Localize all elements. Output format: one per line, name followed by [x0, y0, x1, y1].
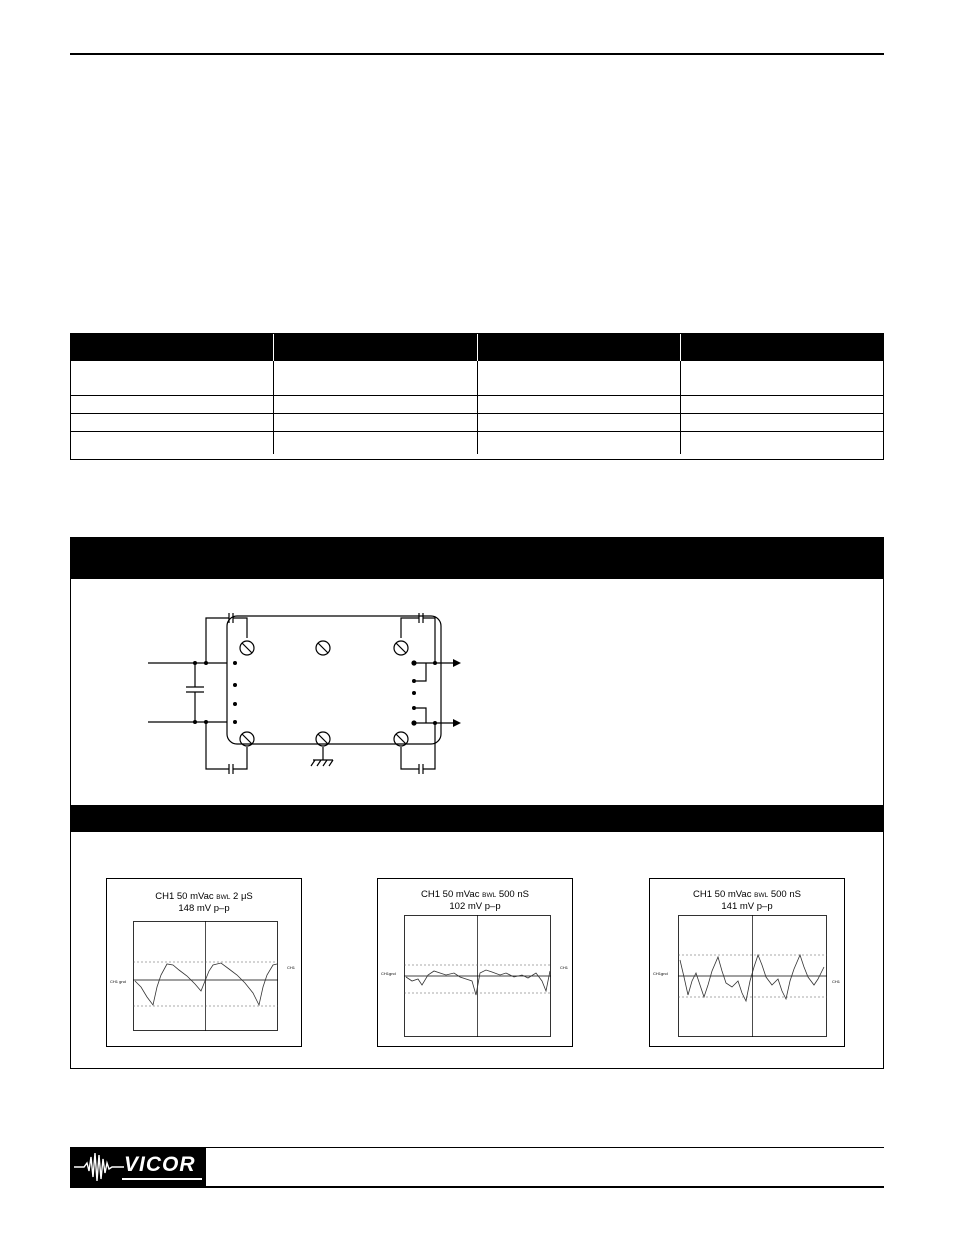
vicor-logo: [70, 1147, 206, 1187]
scope-caption: CH1 50 mVac BWL 500 nS 141 mV p–p: [693, 889, 801, 912]
logo-text: VICOR: [124, 1153, 196, 1176]
scope-caption: CH1 50 mVac BWL 500 nS 102 mV p–p: [421, 889, 529, 912]
waveform-title-band: [71, 805, 883, 832]
filter-schematic: [71, 538, 883, 804]
scope-trace-1: [106, 878, 302, 1047]
channel-label: CH1: [287, 965, 296, 970]
figure-box: [70, 537, 884, 1069]
scope-screen: [133, 921, 278, 1031]
ground-label: CH1gnd: [653, 971, 668, 976]
ground-label: CH1 gnd: [110, 979, 126, 984]
logo-underline: [122, 1178, 202, 1180]
scope-trace-3: [649, 878, 845, 1047]
channel-label: CH1: [560, 965, 569, 970]
scope-screen: [678, 915, 827, 1037]
scope-screen: [404, 915, 551, 1037]
ground-label: CH1gnd: [381, 971, 396, 976]
header-rule: [70, 53, 884, 55]
spec-table-border: [70, 333, 884, 460]
channel-label: CH1: [832, 979, 841, 984]
scope-caption: CH1 50 mVac BWL 2 μS 148 mV p–p: [155, 891, 253, 914]
waveform-icon: [74, 1151, 124, 1183]
scope-trace-2: [377, 878, 573, 1047]
